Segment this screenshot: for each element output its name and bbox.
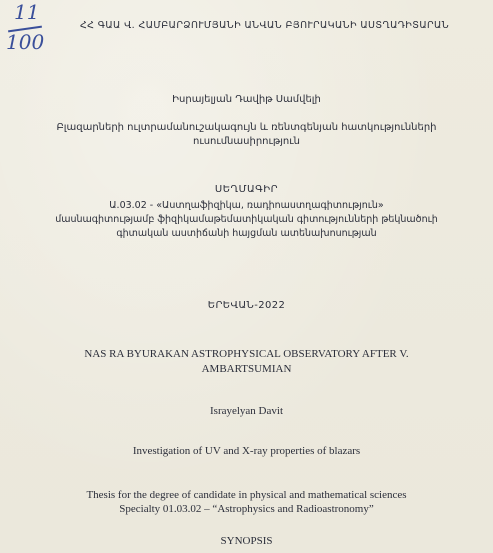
armenian-specialty-line-3: գիտական աստիճանի հայցման ատենախոսության: [116, 228, 377, 239]
handwritten-number-bottom: 100: [6, 30, 45, 54]
armenian-title-line-1: Բլազարների ուլտրամանուշակագույն և ռենտգենյան հատկությունների: [56, 122, 437, 133]
english-author-name: Israyelyan Davit: [210, 405, 283, 417]
english-organization-line-2: AMBARTSUMIAN: [201, 363, 292, 375]
english-organization-line-1: NAS RA BYURAKAN ASTROPHYSICAL OBSERVATORY AFTER V.: [84, 348, 409, 360]
armenian-title-line-2: ուսումնասիրություն: [193, 136, 300, 147]
armenian-synopsis-label: ՍԵՂՄԱԳԻՐ: [214, 184, 279, 195]
armenian-organization-header: ՀՀ ԳԱԱ Վ. ՀԱՄԲԱՐՁՈՒՄՅԱՆԻ ԱՆՎԱՆ ԲՅՈՒՐԱԿԱՆԻ ԱՍՏՂԱԴԻՏԱՐԱՆ: [79, 20, 450, 31]
armenian-specialty-line-1: Ա.03.02 - «Աստղաֆիզիկա, ռադիոաստղագիտություն»: [109, 200, 384, 211]
armenian-city-year: ԵՐԵՎԱՆ-2022: [207, 300, 286, 311]
english-thesis-degree-line: Thesis for the degree of candidate in physical and mathematical sciences: [86, 489, 407, 501]
english-thesis-title: Investigation of UV and X-ray properties of blazars: [132, 445, 361, 457]
english-thesis-specialty-line: Specialty 01.03.02 – “Astrophysics and Radioastronomy”: [119, 503, 374, 515]
english-synopsis-label: SYNOPSIS: [220, 535, 273, 547]
armenian-specialty-line-2: մասնագիտությամբ ֆիզիկամաթեմատիկական գիտությունների թեկնածուի: [55, 214, 438, 225]
handwritten-number-top: 11: [14, 0, 40, 24]
armenian-author-name: Իսրայելյան Դավիթ Սամվելի: [172, 94, 321, 105]
